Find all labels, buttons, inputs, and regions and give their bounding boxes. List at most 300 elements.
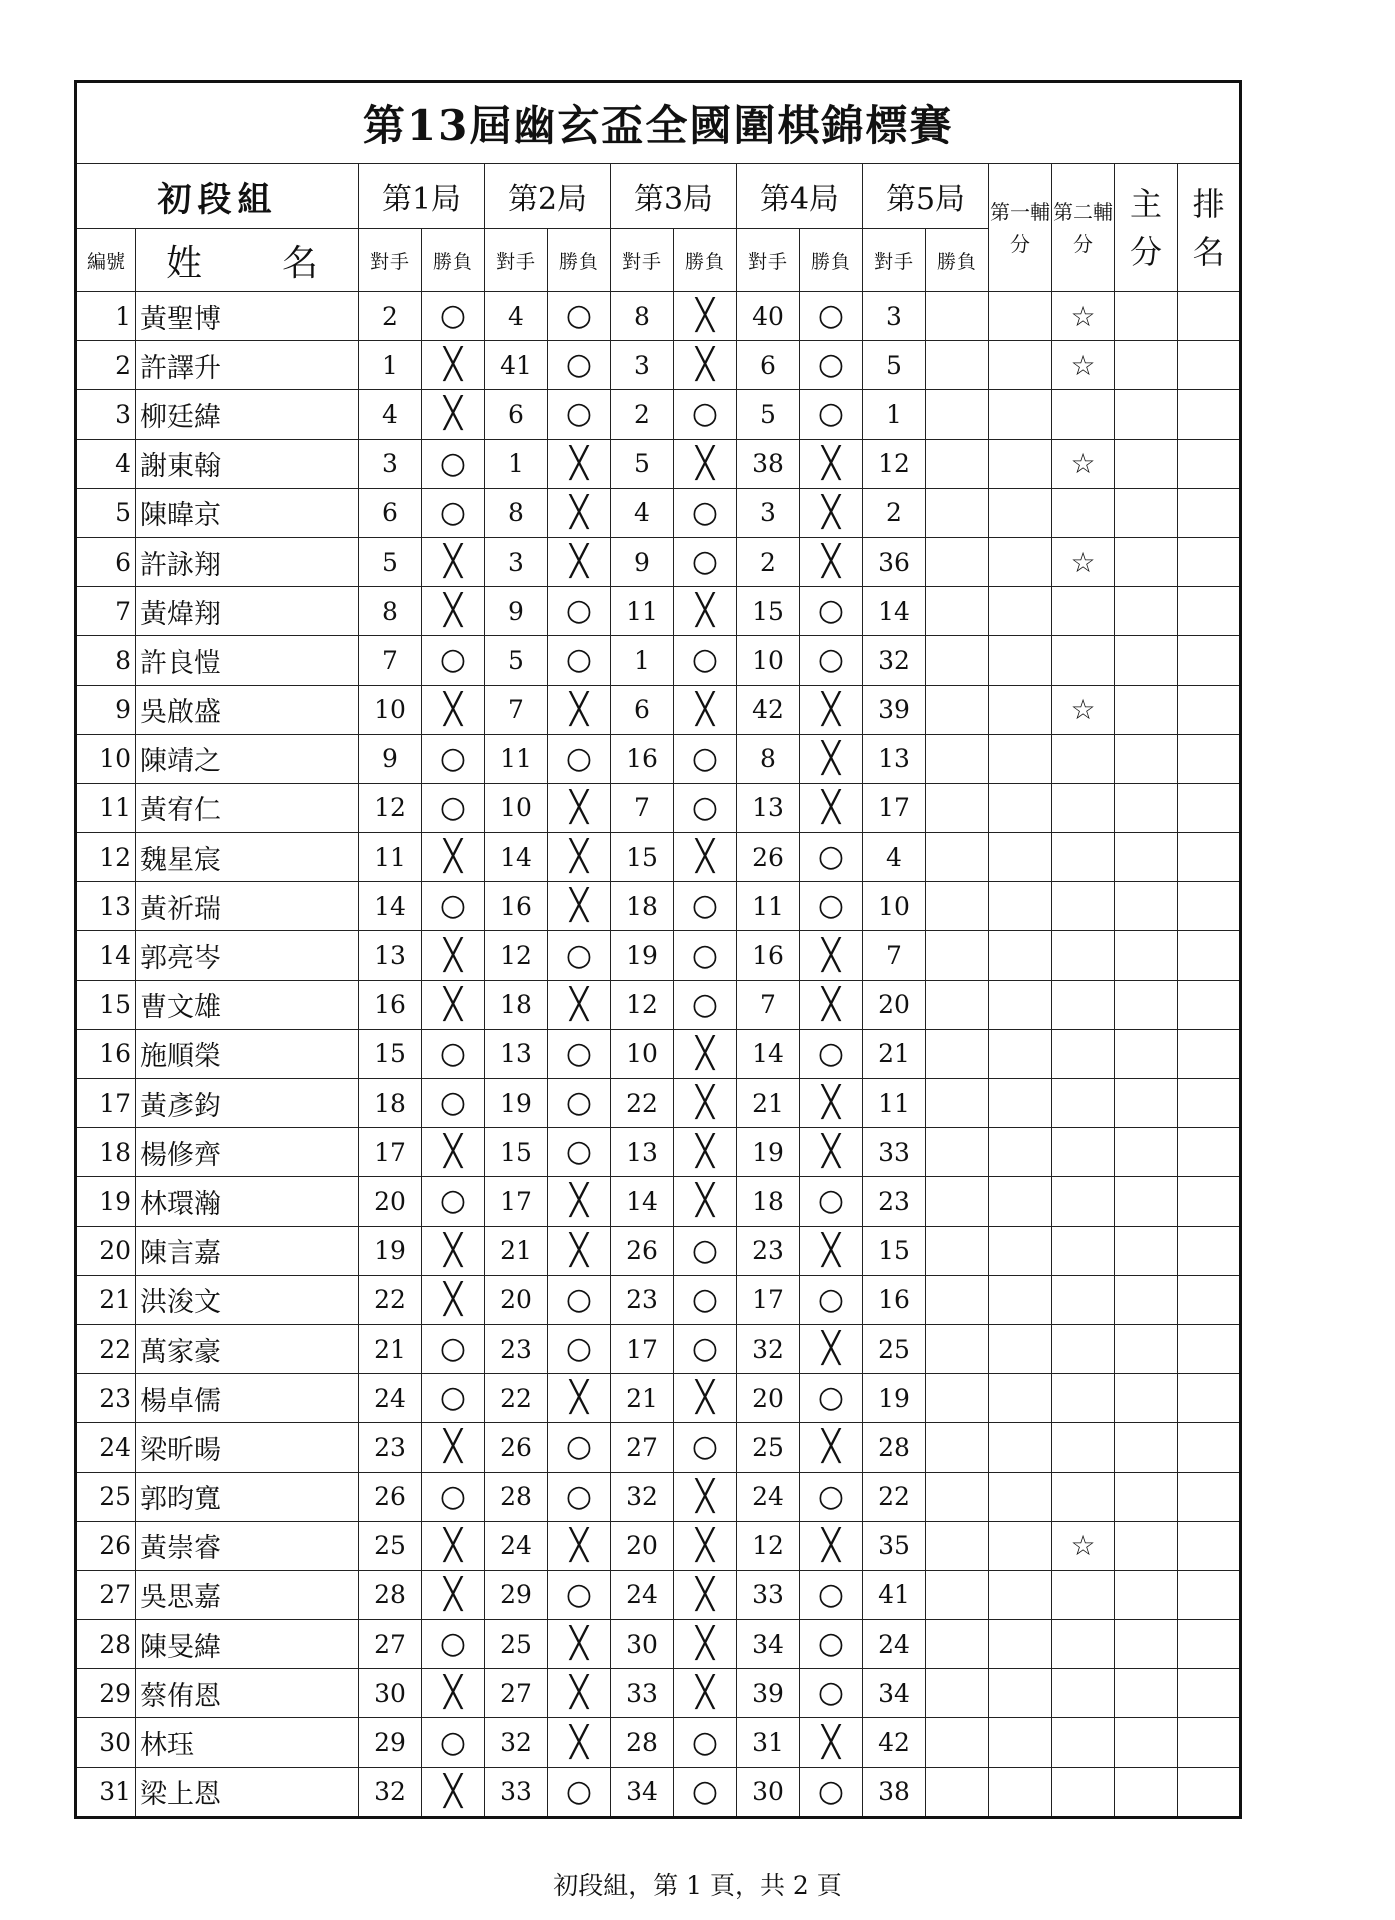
rank-cell xyxy=(1178,1029,1241,1078)
round-3-result: ╳ xyxy=(674,1029,737,1078)
round-2-opponent: 9 xyxy=(485,587,548,636)
round-1-opponent: 32 xyxy=(359,1767,422,1817)
round-1-opponent: 6 xyxy=(359,488,422,537)
round-4-result: ○ xyxy=(800,1570,863,1619)
main-score xyxy=(1115,734,1178,783)
round-5-result xyxy=(926,1029,989,1078)
round-2-result: ○ xyxy=(548,1079,611,1128)
aux2-score xyxy=(1052,1472,1115,1521)
table-row xyxy=(76,980,1241,1029)
player-name: 陳暐京 xyxy=(136,488,359,537)
player-name: 郭昀寬 xyxy=(136,1472,359,1521)
round-5-opponent: 19 xyxy=(863,1374,926,1423)
round-4-opponent: 14 xyxy=(737,1029,800,1078)
round-1-result: ╳ xyxy=(422,1570,485,1619)
main-score xyxy=(1115,587,1178,636)
round-4-result: ╳ xyxy=(800,1521,863,1570)
round-5-opponent: 14 xyxy=(863,587,926,636)
player-number: 25 xyxy=(76,1472,136,1521)
opponent-header: 對手 xyxy=(611,229,674,292)
round-1-result: ╳ xyxy=(422,685,485,734)
round-4-result: ╳ xyxy=(800,537,863,586)
round-3-opponent: 19 xyxy=(611,931,674,980)
round-2-opponent: 32 xyxy=(485,1718,548,1767)
result-header: 勝負 xyxy=(800,229,863,292)
round-2-opponent: 28 xyxy=(485,1472,548,1521)
player-name: 洪浚文 xyxy=(136,1275,359,1324)
round-1-opponent: 24 xyxy=(359,1374,422,1423)
round-2-result: ╳ xyxy=(548,439,611,488)
round-4-result: ╳ xyxy=(800,783,863,832)
round-4-opponent: 39 xyxy=(737,1669,800,1718)
round-4-opponent: 40 xyxy=(737,292,800,341)
round-2-result: ○ xyxy=(548,931,611,980)
player-name: 郭亮岑 xyxy=(136,931,359,980)
player-number: 30 xyxy=(76,1718,136,1767)
round-1-opponent: 10 xyxy=(359,685,422,734)
main-score xyxy=(1115,1620,1178,1669)
round-3-opponent: 23 xyxy=(611,1275,674,1324)
round-2-result: ○ xyxy=(548,734,611,783)
round-3-opponent: 11 xyxy=(611,587,674,636)
player-name: 黃宥仁 xyxy=(136,783,359,832)
aux2-score xyxy=(1052,1079,1115,1128)
round-3-opponent: 21 xyxy=(611,1374,674,1423)
table-row xyxy=(76,1620,1241,1669)
round-4-result: ╳ xyxy=(800,931,863,980)
round-5-opponent: 42 xyxy=(863,1718,926,1767)
round-2-result: ○ xyxy=(548,1570,611,1619)
round-2-result: ╳ xyxy=(548,882,611,931)
round-3-result: ○ xyxy=(674,1423,737,1472)
round-2-result: ○ xyxy=(548,1324,611,1373)
round-2-opponent: 3 xyxy=(485,537,548,586)
round-3-result: ╳ xyxy=(674,1374,737,1423)
main-score xyxy=(1115,882,1178,931)
round-3-result: ○ xyxy=(674,931,737,980)
player-number: 4 xyxy=(76,439,136,488)
round-4-result: ○ xyxy=(800,1767,863,1817)
round-1-result: ╳ xyxy=(422,341,485,390)
round-5-opponent: 12 xyxy=(863,439,926,488)
table-row xyxy=(76,783,1241,832)
player-name: 黃崇睿 xyxy=(136,1521,359,1570)
player-name: 楊修齊 xyxy=(136,1128,359,1177)
round-4-opponent: 5 xyxy=(737,390,800,439)
rank-cell xyxy=(1178,685,1241,734)
round-5-opponent: 2 xyxy=(863,488,926,537)
round-4-result: ╳ xyxy=(800,1423,863,1472)
round-1-opponent: 26 xyxy=(359,1472,422,1521)
aux1-score xyxy=(989,1472,1052,1521)
aux2-score: ☆ xyxy=(1052,439,1115,488)
aux1-score xyxy=(989,1570,1052,1619)
player-name: 黃煒翔 xyxy=(136,587,359,636)
player-number: 21 xyxy=(76,1275,136,1324)
round-4-opponent: 38 xyxy=(737,439,800,488)
player-number: 24 xyxy=(76,1423,136,1472)
main-score xyxy=(1115,537,1178,586)
round-1-result: ○ xyxy=(422,783,485,832)
round-2-opponent: 18 xyxy=(485,980,548,1029)
table-row xyxy=(76,636,1241,685)
round-1-result: ╳ xyxy=(422,833,485,882)
round-4-opponent: 7 xyxy=(737,980,800,1029)
round-4-result: ○ xyxy=(800,1669,863,1718)
player-name: 黃彥鈞 xyxy=(136,1079,359,1128)
player-number: 10 xyxy=(76,734,136,783)
round-5-result xyxy=(926,685,989,734)
round-5-opponent: 3 xyxy=(863,292,926,341)
round-4-opponent: 6 xyxy=(737,341,800,390)
aux1-score xyxy=(989,1669,1052,1718)
main-score xyxy=(1115,931,1178,980)
round-5-opponent: 11 xyxy=(863,1079,926,1128)
player-number: 19 xyxy=(76,1177,136,1226)
aux2-score: ☆ xyxy=(1052,341,1115,390)
aux2-score xyxy=(1052,488,1115,537)
round-1-opponent: 21 xyxy=(359,1324,422,1373)
main-score xyxy=(1115,783,1178,832)
aux2-score: ☆ xyxy=(1052,537,1115,586)
round-5-result xyxy=(926,587,989,636)
aux1-score xyxy=(989,1374,1052,1423)
round-3-opponent: 5 xyxy=(611,439,674,488)
round-5-result xyxy=(926,636,989,685)
aux2-score: ☆ xyxy=(1052,292,1115,341)
rank-cell xyxy=(1178,587,1241,636)
round-1-opponent: 22 xyxy=(359,1275,422,1324)
round-5-opponent: 33 xyxy=(863,1128,926,1177)
round-4-opponent: 13 xyxy=(737,783,800,832)
rank-cell xyxy=(1178,1570,1241,1619)
round-1-result: ○ xyxy=(422,1718,485,1767)
round-2-opponent: 17 xyxy=(485,1177,548,1226)
round-1-opponent: 30 xyxy=(359,1669,422,1718)
rank-cell xyxy=(1178,833,1241,882)
main-score xyxy=(1115,488,1178,537)
player-number: 20 xyxy=(76,1226,136,1275)
round-3-opponent: 10 xyxy=(611,1029,674,1078)
player-name: 柳廷緯 xyxy=(136,390,359,439)
round-5-opponent: 4 xyxy=(863,833,926,882)
result-header: 勝負 xyxy=(548,229,611,292)
round-1-result: ╳ xyxy=(422,390,485,439)
round-5-opponent: 24 xyxy=(863,1620,926,1669)
code-header: 編號 xyxy=(76,229,136,292)
table-row xyxy=(76,488,1241,537)
round-1-result: ○ xyxy=(422,1472,485,1521)
rank-cell xyxy=(1178,537,1241,586)
rank-cell xyxy=(1178,1423,1241,1472)
round-3-result: ○ xyxy=(674,1324,737,1373)
rank-cell xyxy=(1178,980,1241,1029)
round-4-result: ╳ xyxy=(800,980,863,1029)
aux1-score xyxy=(989,685,1052,734)
round-5-result xyxy=(926,734,989,783)
round-3-opponent: 13 xyxy=(611,1128,674,1177)
round-3-result: ╳ xyxy=(674,1669,737,1718)
round-5-result xyxy=(926,1521,989,1570)
rank-cell xyxy=(1178,1669,1241,1718)
round-4-result: ○ xyxy=(800,1374,863,1423)
round-5-result xyxy=(926,1324,989,1373)
round-1-result: ╳ xyxy=(422,1521,485,1570)
document-title: 第13屆幽玄盃全國圍棋錦標賽 xyxy=(76,82,1241,164)
aux1-score xyxy=(989,1718,1052,1767)
round-3-result: ╳ xyxy=(674,1570,737,1619)
round-5-result xyxy=(926,882,989,931)
main-score xyxy=(1115,1767,1178,1817)
aux2-score xyxy=(1052,390,1115,439)
table-row xyxy=(76,833,1241,882)
player-number: 26 xyxy=(76,1521,136,1570)
aux2-header: 第二輔分 xyxy=(1052,164,1115,292)
aux2-score xyxy=(1052,1324,1115,1373)
aux2-score xyxy=(1052,882,1115,931)
round-3-opponent: 8 xyxy=(611,292,674,341)
table-row xyxy=(76,1177,1241,1226)
main-score xyxy=(1115,1718,1178,1767)
round-5-opponent: 22 xyxy=(863,1472,926,1521)
result-header: 勝負 xyxy=(674,229,737,292)
round-4-opponent: 15 xyxy=(737,587,800,636)
round-4-result: ╳ xyxy=(800,734,863,783)
table-row xyxy=(76,1669,1241,1718)
rank-cell xyxy=(1178,1324,1241,1373)
player-name: 許良愷 xyxy=(136,636,359,685)
main-score xyxy=(1115,390,1178,439)
round-2-result: ╳ xyxy=(548,1226,611,1275)
player-number: 15 xyxy=(76,980,136,1029)
round-2-opponent: 21 xyxy=(485,1226,548,1275)
round-2-opponent: 11 xyxy=(485,734,548,783)
round-1-opponent: 12 xyxy=(359,783,422,832)
round-5-result xyxy=(926,1472,989,1521)
table-row xyxy=(76,1029,1241,1078)
round-3-opponent: 7 xyxy=(611,783,674,832)
player-name: 黃聖博 xyxy=(136,292,359,341)
player-number: 6 xyxy=(76,537,136,586)
round-2-opponent: 22 xyxy=(485,1374,548,1423)
round-2-result: ○ xyxy=(548,341,611,390)
aux1-score xyxy=(989,833,1052,882)
round-2-opponent: 20 xyxy=(485,1275,548,1324)
table-row xyxy=(76,292,1241,341)
round-3-result: ○ xyxy=(674,1718,737,1767)
player-number: 7 xyxy=(76,587,136,636)
round-4-result: ╳ xyxy=(800,488,863,537)
round-3-result: ╳ xyxy=(674,1620,737,1669)
round-1-opponent: 2 xyxy=(359,292,422,341)
table-row xyxy=(76,1226,1241,1275)
round-2-opponent: 14 xyxy=(485,833,548,882)
round-4-result: ○ xyxy=(800,341,863,390)
round-3-opponent: 20 xyxy=(611,1521,674,1570)
table-row xyxy=(76,931,1241,980)
rank-cell xyxy=(1178,292,1241,341)
round-4-opponent: 42 xyxy=(737,685,800,734)
round-4-opponent: 16 xyxy=(737,931,800,980)
rank-cell xyxy=(1178,390,1241,439)
main-score-header: 主分 xyxy=(1115,164,1178,292)
round-5-result xyxy=(926,980,989,1029)
player-number: 23 xyxy=(76,1374,136,1423)
aux1-header: 第一輔分 xyxy=(989,164,1052,292)
table-row xyxy=(76,1423,1241,1472)
round-1-result: ○ xyxy=(422,292,485,341)
round-4-result: ╳ xyxy=(800,685,863,734)
round-5-result xyxy=(926,341,989,390)
player-name: 曹文雄 xyxy=(136,980,359,1029)
round-4-result: ╳ xyxy=(800,1718,863,1767)
round-2-result: ○ xyxy=(548,636,611,685)
rank-cell xyxy=(1178,636,1241,685)
round-3-result: ○ xyxy=(674,390,737,439)
round-2-opponent: 33 xyxy=(485,1767,548,1817)
rank-cell xyxy=(1178,783,1241,832)
aux1-score xyxy=(989,537,1052,586)
round-5-result xyxy=(926,1718,989,1767)
round-5-result xyxy=(926,1669,989,1718)
round-3-result: ╳ xyxy=(674,1177,737,1226)
player-name: 梁上恩 xyxy=(136,1767,359,1817)
table-row xyxy=(76,390,1241,439)
player-name: 陳靖之 xyxy=(136,734,359,783)
opponent-header: 對手 xyxy=(863,229,926,292)
round-4-opponent: 3 xyxy=(737,488,800,537)
round-5-result xyxy=(926,537,989,586)
round-2-result: ╳ xyxy=(548,537,611,586)
aux2-score xyxy=(1052,931,1115,980)
round-3-result: ○ xyxy=(674,537,737,586)
round-3-result: ○ xyxy=(674,1767,737,1817)
round-1-result: ╳ xyxy=(422,1275,485,1324)
round-2-opponent: 29 xyxy=(485,1570,548,1619)
aux1-score xyxy=(989,1521,1052,1570)
table-row xyxy=(76,1128,1241,1177)
round-2-opponent: 23 xyxy=(485,1324,548,1373)
round-4-result: ○ xyxy=(800,833,863,882)
round-5-opponent: 21 xyxy=(863,1029,926,1078)
round-1-result: ○ xyxy=(422,1177,485,1226)
opponent-header: 對手 xyxy=(737,229,800,292)
player-name: 萬家豪 xyxy=(136,1324,359,1373)
round-2-result: ╳ xyxy=(548,783,611,832)
round-1-result: ○ xyxy=(422,1374,485,1423)
round-1-opponent: 7 xyxy=(359,636,422,685)
rank-cell xyxy=(1178,734,1241,783)
player-name: 陳言嘉 xyxy=(136,1226,359,1275)
player-name: 蔡侑恩 xyxy=(136,1669,359,1718)
round-5-opponent: 41 xyxy=(863,1570,926,1619)
round-3-opponent: 15 xyxy=(611,833,674,882)
round-5-result xyxy=(926,1374,989,1423)
round-1-result: ○ xyxy=(422,439,485,488)
round-1-opponent: 18 xyxy=(359,1079,422,1128)
table-row xyxy=(76,1521,1241,1570)
round-4-result: ○ xyxy=(800,636,863,685)
round-1-result: ╳ xyxy=(422,587,485,636)
player-number: 12 xyxy=(76,833,136,882)
aux1-score xyxy=(989,1079,1052,1128)
round-4-opponent: 25 xyxy=(737,1423,800,1472)
round-4-opponent: 21 xyxy=(737,1079,800,1128)
rank-cell xyxy=(1178,1521,1241,1570)
round-3-result: ╳ xyxy=(674,833,737,882)
round-1-opponent: 3 xyxy=(359,439,422,488)
round-4-opponent: 20 xyxy=(737,1374,800,1423)
round-5-result xyxy=(926,488,989,537)
round-5-opponent: 17 xyxy=(863,783,926,832)
round-5-result xyxy=(926,439,989,488)
round-3-result: ╳ xyxy=(674,292,737,341)
round-1-opponent: 28 xyxy=(359,1570,422,1619)
round-4-result: ○ xyxy=(800,1620,863,1669)
round-2-result: ╳ xyxy=(548,980,611,1029)
round-4-opponent: 32 xyxy=(737,1324,800,1373)
aux1-score xyxy=(989,439,1052,488)
player-number: 3 xyxy=(76,390,136,439)
aux2-score xyxy=(1052,587,1115,636)
main-score xyxy=(1115,1079,1178,1128)
table-row xyxy=(76,1324,1241,1373)
round-3-opponent: 22 xyxy=(611,1079,674,1128)
round-2-opponent: 10 xyxy=(485,783,548,832)
round-4-opponent: 26 xyxy=(737,833,800,882)
player-name: 吳思嘉 xyxy=(136,1570,359,1619)
player-number: 22 xyxy=(76,1324,136,1373)
round-5-opponent: 16 xyxy=(863,1275,926,1324)
round-3-result: ○ xyxy=(674,636,737,685)
main-score xyxy=(1115,1275,1178,1324)
round-4-opponent: 2 xyxy=(737,537,800,586)
round-4-result: ○ xyxy=(800,390,863,439)
main-score xyxy=(1115,1029,1178,1078)
round-1-opponent: 4 xyxy=(359,390,422,439)
table-row xyxy=(76,1275,1241,1324)
round-4-opponent: 30 xyxy=(737,1767,800,1817)
round-3-opponent: 2 xyxy=(611,390,674,439)
round-5-opponent: 23 xyxy=(863,1177,926,1226)
round-3-result: ╳ xyxy=(674,587,737,636)
round-2-opponent: 6 xyxy=(485,390,548,439)
round-5-result xyxy=(926,1423,989,1472)
round-1-result: ○ xyxy=(422,636,485,685)
round-3-opponent: 33 xyxy=(611,1669,674,1718)
round-1-result: ╳ xyxy=(422,1226,485,1275)
name-header-part-1: 姓 xyxy=(166,242,203,284)
main-score xyxy=(1115,439,1178,488)
aux2-score xyxy=(1052,980,1115,1029)
round-2-opponent: 15 xyxy=(485,1128,548,1177)
round-5-result xyxy=(926,1128,989,1177)
aux2-score xyxy=(1052,783,1115,832)
round-1-result: ╳ xyxy=(422,1767,485,1817)
round-4-opponent: 11 xyxy=(737,882,800,931)
result-header: 勝負 xyxy=(422,229,485,292)
round-1-opponent: 20 xyxy=(359,1177,422,1226)
round-2-result: ╳ xyxy=(548,1718,611,1767)
rank-cell xyxy=(1178,1620,1241,1669)
rank-header: 排名 xyxy=(1178,164,1241,292)
round-header-4: 第4局 xyxy=(737,164,863,229)
round-3-result: ○ xyxy=(674,882,737,931)
round-2-opponent: 5 xyxy=(485,636,548,685)
round-2-result: ○ xyxy=(548,1128,611,1177)
main-score xyxy=(1115,685,1178,734)
round-4-opponent: 18 xyxy=(737,1177,800,1226)
